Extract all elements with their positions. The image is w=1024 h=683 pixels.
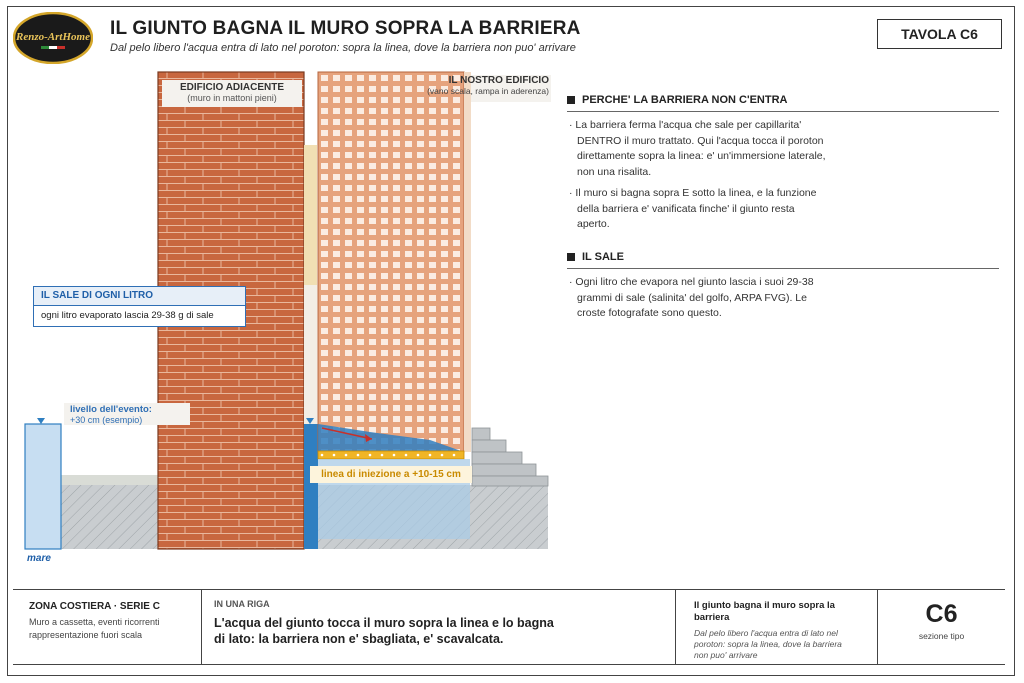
injection-label: linea di iniezione a +10-15 cm	[310, 466, 472, 483]
section-salt-title: IL SALE	[582, 251, 624, 263]
card-title: Il giunto bagna il muro sopra la barriera	[694, 600, 835, 623]
stairs	[472, 428, 548, 486]
sea-level-marker	[37, 418, 45, 424]
section-barrier-title: PERCHE' LA BARRIERA NON C'ENTRA	[582, 94, 788, 106]
section-code-label: sezione tipo	[918, 631, 965, 641]
sea-label: mare	[27, 553, 51, 564]
bullet-item: · Ogni litro che evapora nel giunto lascia i suoi 29-38 grammi di sale (salinita' del golfo, ARPA FVG). Le croste fotografate sono questo.	[569, 276, 814, 319]
joint-gap	[304, 285, 317, 425]
zone-description: Muro a cassetta, eventi ricorrenti rappresentazione fuori scala	[29, 617, 160, 640]
code-cell	[878, 590, 1005, 664]
section-barrier-heading	[567, 94, 999, 112]
event-level-title: livello dell'evento:	[70, 404, 152, 415]
sea-column	[25, 424, 61, 549]
card-subtitle: Dal pelo libero l'acqua entra di lato nel poroton: sopra la linea, dove la barriera non puo' arrivare	[694, 628, 842, 660]
title-block	[13, 589, 1005, 665]
summary-cell	[202, 590, 676, 664]
event-level-label	[64, 403, 190, 425]
adjacent-building-label	[162, 80, 302, 107]
joint-water	[304, 424, 318, 549]
salt-callout	[33, 286, 246, 327]
section-code: C6	[925, 600, 958, 628]
bullet-item: · Il muro si bagna sopra E sotto la linea, e la funzione della barriera e' vanificata finche' il giunto resta aperto.	[569, 187, 817, 230]
square-bullet-icon	[567, 96, 575, 104]
page-title: IL GIUNTO BAGNA IL MURO SOPRA LA BARRIERA	[110, 18, 581, 39]
our-building-label	[419, 75, 549, 96]
summary-label: IN UNA RIGA	[214, 599, 270, 609]
ground-left	[60, 485, 160, 549]
svg-text:Renzo-ArtHome: Renzo-ArtHome	[16, 31, 90, 43]
our-subtitle: (vano scala, rampa in aderenza)	[427, 86, 549, 96]
card-cell	[676, 590, 878, 664]
our-title: IL NOSTRO EDIFICIO	[448, 75, 549, 86]
summary-text: L'acqua del giunto tocca il muro sopra la linea e lo bagna di lato: la barriera non e' sbagliata, e' scavalcata.	[214, 616, 554, 646]
event-level-value: +30 cm (esempio)	[70, 415, 143, 425]
zone-title: ZONA COSTIERA · SERIE C	[29, 601, 160, 612]
section-barrier	[567, 94, 999, 233]
ground-top-left	[60, 475, 160, 485]
zone-cell	[13, 590, 202, 664]
adjacent-subtitle: (muro in mattoni pieni)	[187, 93, 277, 103]
bullet-item: · La barriera ferma l'acqua che sale per capillarita' DENTRO il muro trattato. Qui l'acqua tocca il poroton direttamente sopra la linea: e' un'immersione laterale, non una risalita.	[569, 119, 826, 178]
joint-filler	[304, 145, 317, 285]
square-bullet-icon	[567, 253, 575, 261]
plate-label: TAVOLA C6	[877, 19, 1002, 49]
our-wall	[318, 72, 464, 452]
section-salt-heading	[567, 251, 999, 269]
salt-callout-title: IL SALE DI OGNI LITRO	[34, 287, 245, 306]
section-salt	[567, 251, 999, 322]
salt-callout-text: ogni litro evaporato lascia 29-38 g di sale	[41, 310, 214, 321]
adjacent-title: EDIFICIO ADIACENTE	[179, 82, 285, 93]
page-subtitle: Dal pelo libero l'acqua entra di lato nel poroton: sopra la linea, dove la barriera non puo' arrivare	[110, 42, 576, 54]
our-wall-edge	[464, 72, 471, 452]
